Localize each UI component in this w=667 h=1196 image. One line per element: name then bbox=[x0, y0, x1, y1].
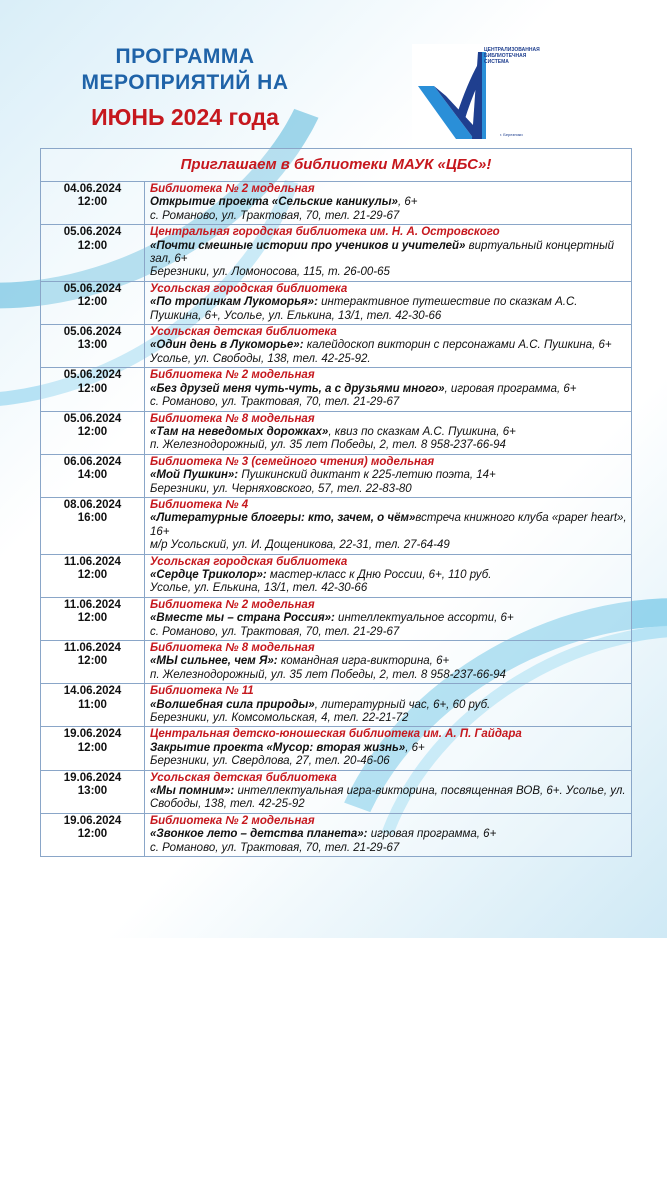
event-address: с. Романово, ул. Трактовая, 70, тел. 21-29-67 bbox=[150, 396, 400, 409]
event-datetime bbox=[41, 412, 145, 454]
event-description bbox=[150, 296, 627, 323]
event-title: «Без друзей меня чуть-чуть, а с друзьями много» bbox=[150, 382, 445, 395]
event-library: Усольская городская библиотека bbox=[150, 555, 348, 568]
event-address: м/р Усольский, ул. И. Дощеникова, 22-31, тел. 27-64-49 bbox=[150, 539, 450, 552]
event-info bbox=[145, 225, 631, 281]
event-datetime bbox=[41, 455, 145, 497]
event-details: калейдоскоп викторин с персонажами А.С. Пушкина, 6+ bbox=[303, 339, 612, 352]
event-address: Березники, ул. Комсомольская, 4, тел. 22-21-72 bbox=[150, 712, 409, 725]
event-datetime bbox=[41, 598, 145, 640]
event-address: Усолье, ул. Елькина, 13/1, тел. 42-30-66 bbox=[150, 582, 368, 595]
event-time: 12:00 bbox=[77, 828, 108, 841]
event-row bbox=[41, 814, 631, 856]
event-description bbox=[150, 196, 627, 209]
event-datetime bbox=[41, 641, 145, 683]
event-title: «Мой Пушкин»: bbox=[150, 469, 239, 482]
event-description bbox=[150, 469, 627, 482]
event-date: 08.06.2024 bbox=[63, 498, 122, 511]
event-details: интерактивное путешествие по сказкам А.С. Пушкина, 6+, Усолье, ул. Елькина, 13/1, тел. 42-30-66 bbox=[150, 296, 578, 322]
event-description bbox=[150, 339, 627, 352]
logo-caption: ЦЕНТРАЛИЗОВАННАЯ БИБЛИОТЕЧНАЯ СИСТЕМА bbox=[484, 47, 540, 65]
event-library: Библиотека № 8 модельная bbox=[150, 412, 315, 425]
event-title: Закрытие проекта «Мусор: вторая жизнь» bbox=[150, 741, 406, 754]
event-details: , квиз по сказкам А.С. Пушкина, 6+ bbox=[328, 425, 516, 438]
event-info bbox=[145, 325, 631, 367]
event-description bbox=[150, 785, 627, 812]
event-details: , 6+ bbox=[397, 196, 418, 209]
event-row bbox=[41, 225, 631, 282]
event-address: Березники, ул. Черняховского, 57, тел. 22-83-80 bbox=[150, 482, 412, 495]
event-details: встреча книжного клуба «paper heart», 16+ bbox=[150, 512, 627, 538]
event-date: 05.06.2024 bbox=[63, 412, 122, 425]
event-library: Центральная детско-юношеская библиотека им. А. П. Гайдара bbox=[150, 728, 522, 741]
event-info bbox=[145, 555, 631, 597]
event-library: Центральная городская библиотека им. Н. А. Островского bbox=[150, 226, 500, 239]
event-time: 12:00 bbox=[77, 741, 108, 754]
event-address: Березники, ул. Свердлова, 27, тел. 20-46-06 bbox=[150, 755, 390, 768]
event-date: 05.06.2024 bbox=[63, 282, 122, 295]
event-row bbox=[41, 412, 631, 455]
event-info bbox=[145, 771, 631, 813]
event-time: 12:00 bbox=[77, 196, 108, 209]
event-title: «Литературные блогеры: кто, зачем, о чём» bbox=[150, 512, 416, 525]
event-description bbox=[150, 742, 627, 755]
event-date: 19.06.2024 bbox=[63, 814, 122, 827]
event-time: 14:00 bbox=[77, 469, 108, 482]
event-description bbox=[150, 512, 627, 539]
event-info bbox=[145, 412, 631, 454]
event-date: 11.06.2024 bbox=[64, 642, 121, 654]
event-details: игровая программа, 6+ bbox=[367, 828, 497, 841]
event-row bbox=[41, 555, 631, 598]
event-time: 12:00 bbox=[77, 296, 108, 309]
event-time: 12:00 bbox=[77, 382, 108, 395]
event-datetime bbox=[41, 368, 145, 410]
event-datetime bbox=[41, 225, 145, 281]
event-time: 12:00 bbox=[77, 425, 108, 438]
event-details: командная игра-викторина, 6+ bbox=[277, 655, 450, 668]
event-description bbox=[150, 383, 627, 396]
event-description bbox=[150, 828, 627, 841]
event-time: 12:00 bbox=[77, 612, 108, 625]
event-row bbox=[41, 325, 631, 368]
event-row bbox=[41, 684, 631, 727]
event-address: с. Романово, ул. Трактовая, 70, тел. 21-29-67 bbox=[150, 841, 400, 854]
event-title: Открытие проекта «Сельские каникулы» bbox=[150, 196, 398, 209]
event-library: Усольская детская библиотека bbox=[150, 326, 337, 339]
event-info bbox=[145, 182, 631, 224]
invitation-banner: Приглашаем в библиотеки МАУК «ЦБС»! bbox=[41, 149, 631, 182]
event-row bbox=[41, 727, 631, 770]
event-row bbox=[41, 641, 631, 684]
title-month: ИЮНЬ 2024 года bbox=[91, 104, 279, 130]
event-row bbox=[41, 182, 631, 225]
event-date: 11.06.2024 bbox=[64, 598, 121, 611]
event-library: Усольская городская библиотека bbox=[150, 282, 348, 295]
event-title: «По тропинкам Лукоморья»: bbox=[150, 296, 318, 309]
event-title: «МЫ сильнее, чем Я»: bbox=[150, 655, 278, 668]
event-date: 06.06.2024 bbox=[63, 455, 122, 468]
event-time: 16:00 bbox=[77, 512, 108, 525]
event-details: виртуальный концертный зал, 6+ bbox=[150, 239, 614, 266]
event-info bbox=[145, 368, 631, 410]
event-library: Библиотека № 2 модельная bbox=[150, 814, 315, 827]
event-date: 19.06.2024 bbox=[63, 728, 122, 741]
event-details: , литературный час, 6+, 60 руб. bbox=[314, 698, 491, 711]
event-title: «Почти смешные истории про учеников и учителей» bbox=[150, 239, 466, 252]
event-datetime bbox=[41, 325, 145, 367]
event-date: 14.06.2024 bbox=[63, 685, 122, 698]
event-library: Библиотека № 4 bbox=[150, 498, 249, 511]
event-address: п. Железнодорожный, ул. 35 лет Победы, 2, тел. 8 958-237-66-94 bbox=[150, 668, 506, 681]
event-library: Библиотека № 2 модельная bbox=[150, 598, 315, 611]
event-library: Библиотека № 3 (семейного чтения) модельная bbox=[150, 455, 435, 468]
event-info bbox=[145, 598, 631, 640]
event-datetime bbox=[41, 498, 145, 554]
event-address: п. Железнодорожный, ул. 35 лет Победы, 2, тел. 8 958-237-66-94 bbox=[150, 439, 506, 452]
event-date: 05.06.2024 bbox=[63, 226, 122, 239]
event-description bbox=[150, 426, 627, 439]
event-details: интеллектуальная игра-викторина, посвященная ВОВ, 6+. Усолье, ул. Свободы, 138, тел. 42-25-92 bbox=[150, 785, 626, 811]
event-address: с. Романово, ул. Трактовая, 70, тел. 21-29-67 bbox=[150, 625, 400, 638]
cbs-logo bbox=[412, 44, 540, 144]
event-library: Библиотека № 8 модельная bbox=[150, 642, 315, 654]
event-description bbox=[150, 612, 627, 625]
event-time: 12:00 bbox=[77, 239, 108, 252]
event-library: Библиотека № 2 модельная bbox=[150, 183, 315, 195]
event-time: 13:00 bbox=[77, 785, 108, 798]
event-details: мастер-класс к Дню России, 6+, 110 руб. bbox=[266, 568, 492, 581]
event-library: Библиотека № 11 bbox=[150, 685, 254, 698]
events-list bbox=[41, 182, 631, 856]
event-title: «Там на неведомых дорожках» bbox=[150, 425, 329, 438]
event-description bbox=[150, 240, 627, 267]
event-address: Березники, ул. Ломоносова, 115, т. 26-00-65 bbox=[150, 266, 390, 279]
event-details: интеллектуальное ассорти, 6+ bbox=[334, 612, 514, 625]
event-title: «Волшебная сила природы» bbox=[150, 698, 315, 711]
title-line-2: МЕРОПРИЯТИЙ НА bbox=[81, 71, 289, 94]
event-row bbox=[41, 498, 631, 555]
event-date: 05.06.2024 bbox=[63, 369, 122, 382]
event-description bbox=[150, 655, 627, 668]
logo-city: г. Березники bbox=[500, 132, 523, 137]
event-row bbox=[41, 598, 631, 641]
event-time: 12:00 bbox=[77, 568, 108, 581]
event-title: «Один день в Лукоморье»: bbox=[150, 339, 304, 352]
event-address: Усолье, ул. Свободы, 138, тел. 42-25-92. bbox=[150, 352, 371, 365]
event-description bbox=[150, 699, 627, 712]
event-datetime bbox=[41, 555, 145, 597]
event-info bbox=[145, 684, 631, 726]
event-row bbox=[41, 771, 631, 814]
events-table bbox=[40, 148, 632, 857]
event-title: «Мы помним»: bbox=[150, 785, 235, 798]
event-datetime bbox=[41, 282, 145, 324]
event-datetime bbox=[41, 182, 145, 224]
event-title: «Вместе мы – страна Россия»: bbox=[150, 612, 335, 625]
event-address: с. Романово, ул. Трактовая, 70, тел. 21-29-67 bbox=[150, 209, 400, 222]
event-datetime bbox=[41, 727, 145, 769]
event-time: 13:00 bbox=[77, 339, 108, 352]
event-details: , игровая программа, 6+ bbox=[444, 382, 577, 395]
event-row bbox=[41, 282, 631, 325]
event-details: Пушкинский диктант к 225-летию поэта, 14+ bbox=[238, 469, 496, 482]
event-date: 04.06.2024 bbox=[63, 183, 122, 195]
event-datetime bbox=[41, 771, 145, 813]
event-datetime bbox=[41, 814, 145, 856]
event-info bbox=[145, 455, 631, 497]
event-info bbox=[145, 814, 631, 856]
event-time: 11:00 bbox=[78, 698, 107, 711]
event-description bbox=[150, 569, 627, 582]
event-info bbox=[145, 641, 631, 683]
event-title: «Звонкое лето – детства планета»: bbox=[150, 828, 368, 841]
event-date: 11.06.2024 bbox=[64, 555, 121, 568]
page-title bbox=[60, 44, 310, 132]
event-library: Библиотека № 2 модельная bbox=[150, 369, 315, 382]
event-details: , 6+ bbox=[405, 741, 425, 754]
event-time: 12:00 bbox=[77, 655, 108, 668]
title-line-1: ПРОГРАММА bbox=[115, 45, 255, 68]
event-row bbox=[41, 368, 631, 411]
event-date: 19.06.2024 bbox=[63, 771, 122, 784]
event-info bbox=[145, 727, 631, 769]
event-library: Усольская детская библиотека bbox=[150, 771, 337, 784]
event-info bbox=[145, 282, 631, 324]
event-title: «Сердце Триколор»: bbox=[150, 568, 267, 581]
event-row bbox=[41, 455, 631, 498]
event-info bbox=[145, 498, 631, 554]
event-date: 05.06.2024 bbox=[63, 326, 122, 339]
event-datetime bbox=[41, 684, 145, 726]
